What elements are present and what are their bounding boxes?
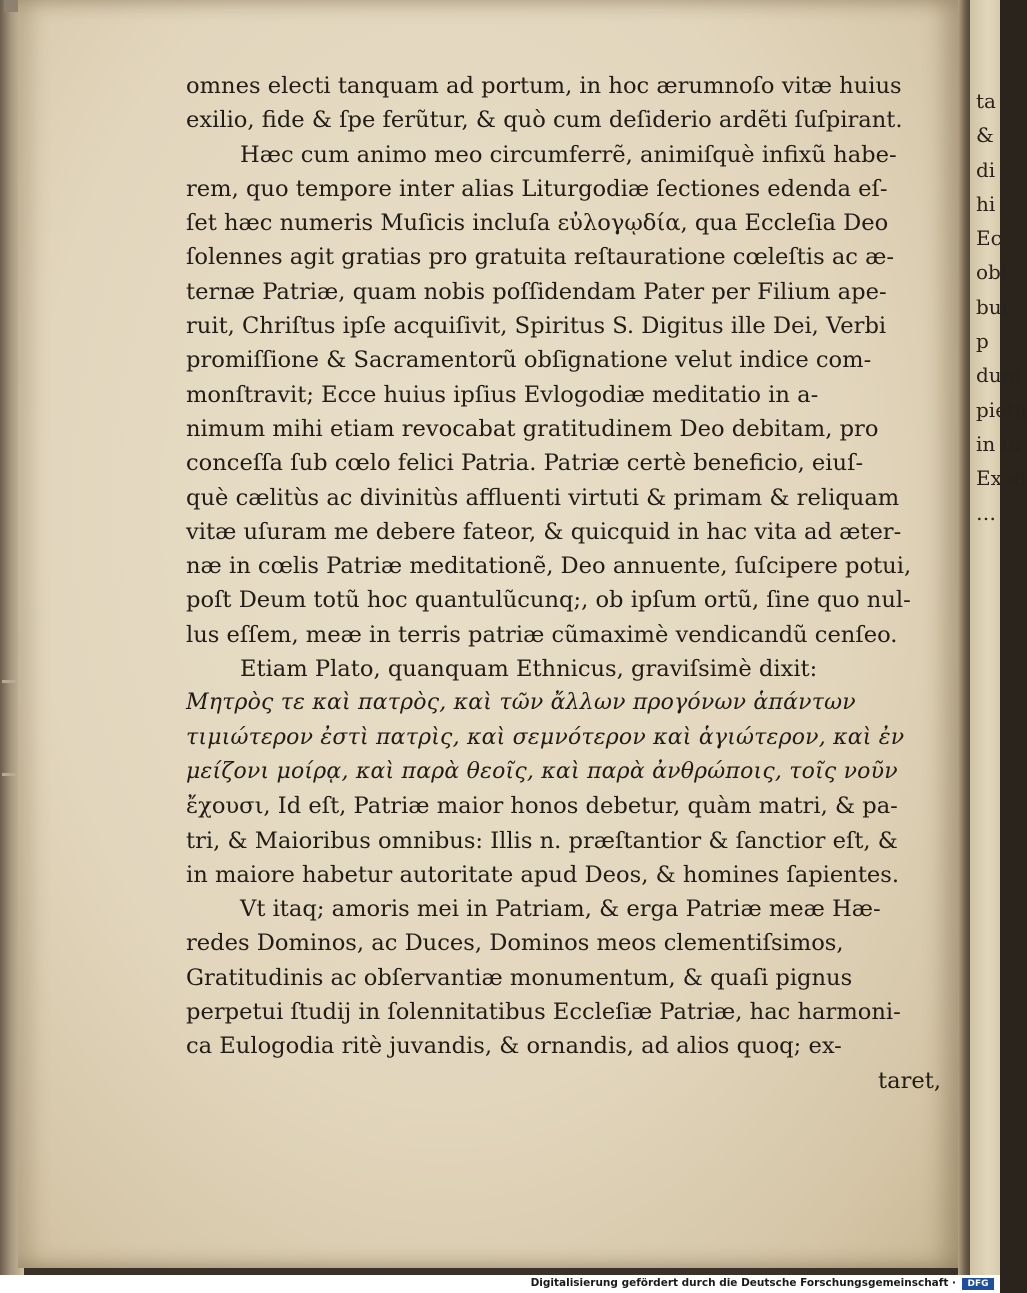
text-line: vitæ uſuram me debere fateor, & quicquid in hac vita ad æter- bbox=[186, 518, 902, 545]
greek-line: Μητρὸς τε καὶ πατρὸς, καὶ τῶν ἄλλων προγόνων ἁπάντων bbox=[186, 690, 856, 716]
text-line: poſt Deum totũ hoc quantulũcunq;, ob ipſum ortũ, ſine quo nul- bbox=[186, 587, 911, 614]
footer-credit: Digitalisierung gefördert durch die Deutsche Forschungsgemeinschaft · bbox=[530, 1277, 956, 1289]
text-line: ternæ Patriæ, quam nobis poſſidendam Pater per Filium ape- bbox=[186, 278, 887, 305]
text-line: omnes electi tanquam ad portum, in hoc ærumnoſo vitæ huius bbox=[186, 73, 902, 99]
text-line: tri, & Maioribus omnibus: Illis n. præſtantior & ſanctior eſt, & bbox=[186, 827, 898, 854]
next-page-fragments: ta & di hi Ecc obl bui p dum pieta in ſa Exod … bbox=[976, 89, 1027, 525]
text-line: Vt itaq; amoris mei in Patriam, & erga Patriæ meæ Hæ- bbox=[240, 896, 881, 923]
text-line: næ in cœlis Patriæ meditationẽ, Deo annuente, ſuſcipere potui, bbox=[186, 553, 912, 580]
text-line: ruit, Chriſtus ipſe acquiſivit, Spiritus S. Digitus ille Dei, Verbi bbox=[186, 313, 887, 340]
text-line: lus eſſem, meæ in terris patriæ cũmaximè vendicandũ cenſeo. bbox=[186, 621, 898, 648]
text-line: Gratitudinis ac obſervantiæ monumentum, & quaſi pignus bbox=[186, 964, 853, 991]
text-line: rem, quo tempore inter alias Liturgodiæ ſectiones edenda eſ- bbox=[186, 175, 888, 202]
digitization-footer bbox=[0, 1275, 1000, 1293]
text-line: exilio, fide & ſpe ferũtur, & quò cum deſiderio ardẽti ſuſpirant. bbox=[186, 107, 903, 134]
catchword: taret, bbox=[878, 1067, 941, 1094]
text-line: ἔχουσι, Id eſt, Patriæ maior honos debetur, quàm matri, & pa- bbox=[186, 793, 898, 820]
greek-line: τιμιώτερον ἐστὶ πατρὶς, καὶ σεμνότερον καὶ ἁγιώτερον, καὶ ἐν bbox=[186, 724, 905, 750]
greek-line: μείζονι μοίρᾳ, καὶ παρὰ θεοῖς, καὶ παρὰ ἀνθρώποις, τοῖς νοῦν bbox=[186, 758, 898, 784]
text-line: Hæc cum animo meo circumferrẽ, animiſquè infixũ habe- bbox=[240, 141, 897, 168]
text-line: in maiore habetur autoritate apud Deos, & homines ſapientes. bbox=[186, 861, 900, 888]
text-line: Etiam Plato, quanquam Ethnicus, graviſsimè dixit: bbox=[240, 656, 818, 683]
next-page-edge bbox=[970, 0, 1027, 1275]
text-line: nimum mihi etiam revocabat gratitudinem Deo debitam, pro bbox=[186, 415, 879, 442]
text-line: redes Dominos, ac Duces, Dominos meos clementiſsimos, bbox=[186, 930, 844, 957]
text-line: ſet hæc numeris Muſicis incluſa εὐλογῳδία, qua Eccleſia Deo bbox=[186, 210, 889, 237]
text-line: perpetui ſtudij in ſolennitatibus Eccleſiæ Patriæ, hac harmoni- bbox=[186, 999, 901, 1026]
text-line: ſolennes agit gratias pro gratuita reſtauratione cœleſtis ac æ- bbox=[186, 244, 895, 271]
text-line: promiſſione & Sacramentorũ obſignatione velut indice com- bbox=[186, 347, 872, 374]
page-text bbox=[186, 69, 941, 1098]
text-line: conceſſa ſub cœlo felici Patria. Patriæ certè beneficio, eiuſ- bbox=[186, 450, 864, 477]
text-line: monſtravit; Ecce huius ipſius Evlogodiæ meditatio in a- bbox=[186, 381, 819, 408]
text-line: ca Eulogodia ritè juvandis, & ornandis, ad alios quoq; ex- bbox=[186, 1033, 842, 1060]
dfg-logo: DFG bbox=[962, 1278, 994, 1290]
text-line: què cælitùs ac divinitùs affluenti virtuti & primam & reliquam bbox=[186, 484, 900, 511]
